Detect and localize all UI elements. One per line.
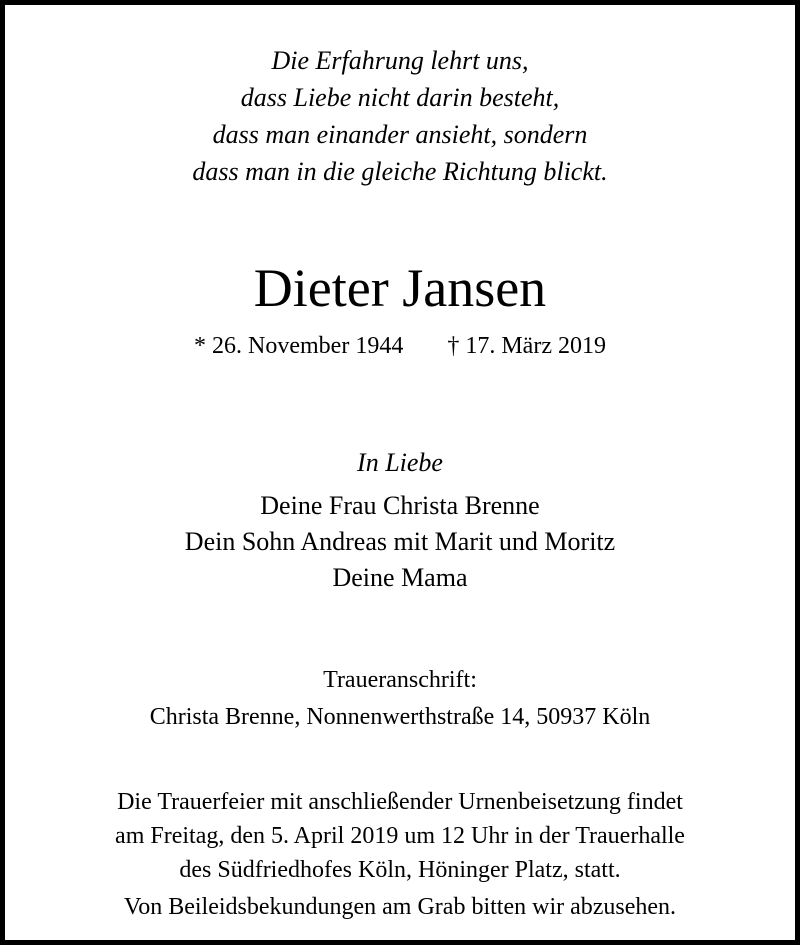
mourners-intro: In Liebe: [357, 448, 443, 477]
birth-date: * 26. November 1944: [194, 333, 404, 359]
ceremony-line: am Freitag, den 5. April 2019 um 12 Uhr in der Trauerhalle: [115, 823, 685, 849]
poem-line: dass Liebe nicht darin besteht,: [240, 83, 560, 112]
poem-line: Die Erfahrung lehrt uns,: [271, 46, 529, 75]
death-date: † 17. März 2019: [447, 333, 606, 359]
condolence-note: Von Beileidsbekundungen am Grab bitten wir abzusehen.: [123, 894, 677, 920]
mourner-line: Dein Sohn Andreas mit Marit und Moritz: [184, 527, 616, 556]
address-line: Christa Brenne, Nonnenwerthstraße 14, 50937 Köln: [149, 704, 651, 730]
address-label: Traueranschrift:: [323, 667, 477, 693]
ceremony-line: Die Trauerfeier mit anschließender Urnenbeisetzung findet: [117, 789, 683, 815]
deceased-name: Dieter Jansen: [253, 258, 547, 318]
ceremony-line: des Südfriedhofes Köln, Höninger Platz, statt.: [179, 857, 621, 883]
mourner-line: Deine Frau Christa Brenne: [260, 491, 540, 520]
life-dates: [5, 331, 795, 361]
mourner-line: Deine Mama: [332, 563, 468, 592]
poem-line: dass man einander ansieht, sondern: [212, 120, 588, 149]
poem-line: dass man in die gleiche Richtung blickt.: [192, 157, 608, 186]
